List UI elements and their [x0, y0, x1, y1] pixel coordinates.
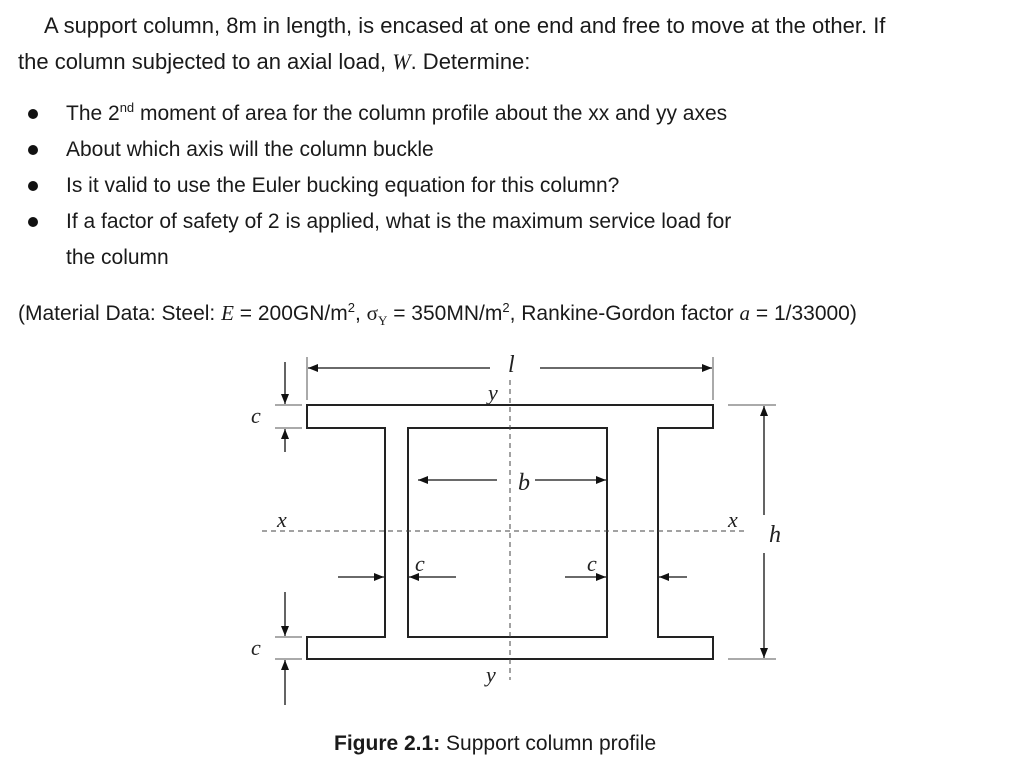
sigma-subscript: Y — [377, 313, 388, 329]
question-text: Is it valid to use the Euler bucking equation for this column? — [66, 174, 620, 197]
web-thickness-label-right: c — [587, 551, 597, 576]
web-thickness-label-left: c — [415, 551, 425, 576]
superscript: 2 — [347, 300, 355, 315]
separator: , — [354, 302, 367, 325]
superscript: 2 — [502, 300, 510, 315]
question-text: About which axis will the column buckle — [66, 138, 434, 161]
question-text: The 2 — [66, 102, 120, 125]
y-axis-label-bottom: y — [486, 662, 496, 687]
rankine-value: = 1/33000) — [750, 302, 857, 325]
question-text: If a factor of safety of 2 is applied, what is the maximum service load for — [66, 210, 732, 233]
load-variable: W — [392, 49, 411, 74]
modulus-symbol: E — [221, 301, 234, 325]
material-prefix: (Material Data: Steel: — [18, 302, 222, 325]
question-text-cont: moment of area for the column profile about the xx and yy axes — [134, 102, 728, 125]
yield-value: = 350MN/m — [387, 302, 503, 325]
x-axis-label-right: x — [728, 507, 738, 532]
y-axis-label-top: y — [488, 380, 498, 405]
x-axis-label-left: x — [277, 507, 287, 532]
figure-caption — [334, 728, 656, 760]
question-text-line2: the column — [66, 246, 169, 269]
flange-thickness-label-top: c — [251, 403, 261, 428]
caption-label: Figure 2.1: — [334, 732, 441, 755]
length-label: l — [508, 352, 515, 378]
inner-box-outline — [408, 428, 607, 637]
superscript: nd — [119, 100, 135, 115]
flange-thickness-label-bottom: c — [251, 635, 261, 660]
height-label: h — [769, 522, 781, 548]
sigma-symbol: σ — [366, 301, 378, 325]
rankine-label: , Rankine-Gordon factor — [509, 302, 740, 325]
problem-intro-line1: A support column, 8m in length, is encased at one end and free to move at the other. If — [44, 13, 886, 38]
intro-text: the column subjected to an axial load, — [18, 49, 393, 74]
rankine-symbol: a — [739, 301, 751, 325]
width-label: b — [518, 470, 530, 496]
modulus-value: = 200GN/m — [233, 302, 348, 325]
intro-text-end: . Determine: — [410, 49, 531, 74]
caption-text: Support column profile — [440, 732, 657, 755]
